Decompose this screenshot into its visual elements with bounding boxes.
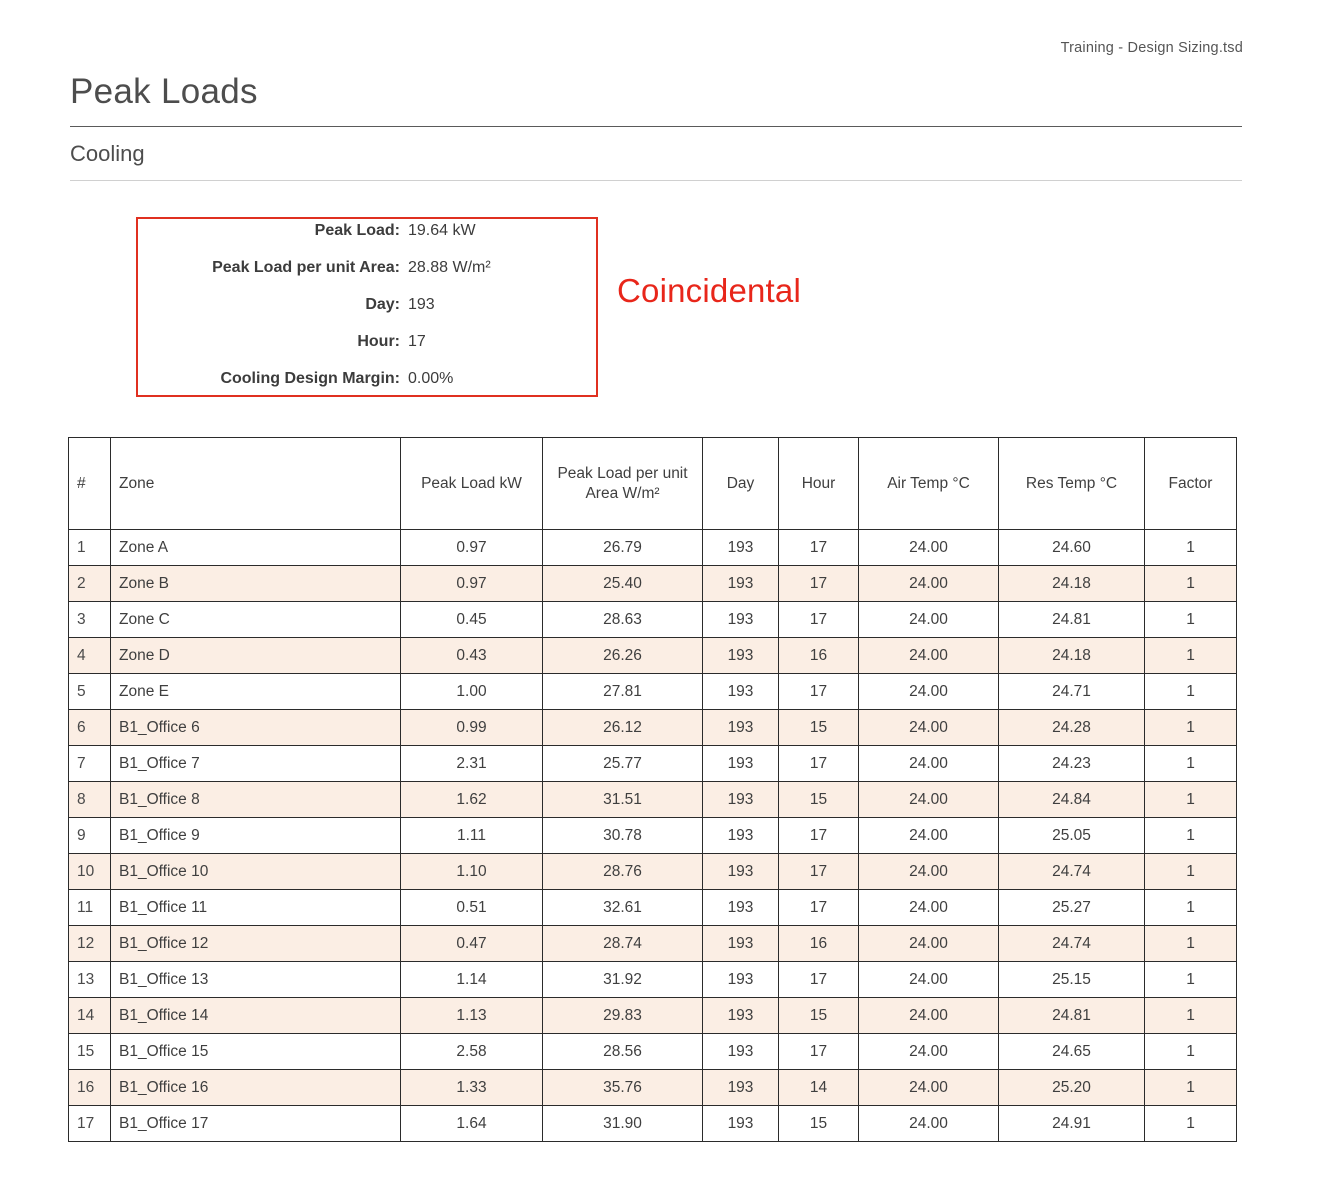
cell-number: 15: [69, 1034, 111, 1070]
cell-number: 4: [69, 638, 111, 674]
subtitle-divider: [70, 180, 1242, 181]
cell-peak-load-per-unit-area: 31.90: [543, 1106, 703, 1142]
summary-list: [140, 222, 592, 407]
table-row: [69, 962, 1237, 998]
cell-air-temp: 24.00: [859, 602, 999, 638]
cell-res-temp: 24.74: [999, 854, 1145, 890]
cell-day: 193: [703, 530, 779, 566]
cell-res-temp: 24.81: [999, 998, 1145, 1034]
cell-air-temp: 24.00: [859, 818, 999, 854]
cell-res-temp: 24.18: [999, 566, 1145, 602]
cell-res-temp: 24.28: [999, 710, 1145, 746]
cell-factor: 1: [1145, 638, 1237, 674]
column-header-factor: Factor: [1145, 438, 1237, 530]
summary-row-peak-load-per-area: [140, 259, 592, 296]
cell-peak-load-per-unit-area: 26.26: [543, 638, 703, 674]
cell-peak-load: 1.14: [401, 962, 543, 998]
cell-air-temp: 24.00: [859, 710, 999, 746]
cell-day: 193: [703, 710, 779, 746]
cell-peak-load: 2.31: [401, 746, 543, 782]
cell-hour: 17: [779, 854, 859, 890]
cell-res-temp: 24.60: [999, 530, 1145, 566]
cell-zone: Zone A: [111, 530, 401, 566]
cell-air-temp: 24.00: [859, 1106, 999, 1142]
cell-peak-load: 0.97: [401, 530, 543, 566]
cell-day: 193: [703, 1070, 779, 1106]
cell-day: 193: [703, 674, 779, 710]
cell-factor: 1: [1145, 890, 1237, 926]
cell-peak-load: 1.33: [401, 1070, 543, 1106]
section-subtitle: Cooling: [70, 141, 145, 166]
cell-peak-load: 1.10: [401, 854, 543, 890]
cell-factor: 1: [1145, 926, 1237, 962]
cell-air-temp: 24.00: [859, 674, 999, 710]
summary-label: Peak Load per unit Area:: [212, 259, 400, 276]
cell-day: 193: [703, 746, 779, 782]
cell-factor: 1: [1145, 962, 1237, 998]
cell-peak-load-per-unit-area: 28.74: [543, 926, 703, 962]
cell-zone: B1_Office 9: [111, 818, 401, 854]
table-row: [69, 602, 1237, 638]
cell-hour: 15: [779, 998, 859, 1034]
cell-peak-load: 1.00: [401, 674, 543, 710]
cell-air-temp: 24.00: [859, 530, 999, 566]
summary-value: 28.88 W/m²: [408, 259, 491, 276]
column-header-peak-load: Peak Load kW: [401, 438, 543, 530]
cell-number: 3: [69, 602, 111, 638]
cell-zone: B1_Office 15: [111, 1034, 401, 1070]
table-row: [69, 674, 1237, 710]
table-row: [69, 1034, 1237, 1070]
peak-loads-table: [68, 437, 1237, 1142]
cell-air-temp: 24.00: [859, 962, 999, 998]
cell-number: 6: [69, 710, 111, 746]
cell-number: 5: [69, 674, 111, 710]
summary-value: 193: [408, 296, 435, 313]
cell-factor: 1: [1145, 1070, 1237, 1106]
cell-factor: 1: [1145, 530, 1237, 566]
cell-hour: 16: [779, 926, 859, 962]
cell-day: 193: [703, 926, 779, 962]
cell-hour: 17: [779, 674, 859, 710]
file-name-label: Training - Design Sizing.tsd: [1060, 40, 1243, 56]
table-row: [69, 854, 1237, 890]
cell-peak-load-per-unit-area: 28.56: [543, 1034, 703, 1070]
cell-hour: 15: [779, 1106, 859, 1142]
table-row: [69, 818, 1237, 854]
cell-peak-load-per-unit-area: 29.83: [543, 998, 703, 1034]
table-row: [69, 890, 1237, 926]
cell-peak-load: 0.97: [401, 566, 543, 602]
table-row: [69, 782, 1237, 818]
cell-zone: B1_Office 17: [111, 1106, 401, 1142]
column-header-air-temp: Air Temp °C: [859, 438, 999, 530]
cell-res-temp: 24.81: [999, 602, 1145, 638]
column-header-hour: Hour: [779, 438, 859, 530]
cell-res-temp: 25.20: [999, 1070, 1145, 1106]
cell-res-temp: 25.15: [999, 962, 1145, 998]
cell-zone: B1_Office 13: [111, 962, 401, 998]
cell-number: 13: [69, 962, 111, 998]
cell-hour: 17: [779, 890, 859, 926]
cell-factor: 1: [1145, 710, 1237, 746]
cell-day: 193: [703, 962, 779, 998]
summary-row-hour: [140, 333, 592, 370]
cell-air-temp: 24.00: [859, 854, 999, 890]
cell-zone: Zone B: [111, 566, 401, 602]
cell-number: 1: [69, 530, 111, 566]
cell-res-temp: 24.74: [999, 926, 1145, 962]
cell-zone: Zone D: [111, 638, 401, 674]
summary-label: Peak Load:: [314, 222, 400, 239]
table-row: [69, 566, 1237, 602]
cell-res-temp: 25.05: [999, 818, 1145, 854]
cell-res-temp: 24.65: [999, 1034, 1145, 1070]
cell-peak-load-per-unit-area: 31.92: [543, 962, 703, 998]
cell-hour: 17: [779, 962, 859, 998]
cell-day: 193: [703, 890, 779, 926]
table-row: [69, 746, 1237, 782]
summary-row-day: [140, 296, 592, 333]
cell-hour: 15: [779, 710, 859, 746]
summary-row-cooling-design-margin: [140, 370, 592, 407]
cell-zone: B1_Office 12: [111, 926, 401, 962]
cell-peak-load-per-unit-area: 32.61: [543, 890, 703, 926]
cell-day: 193: [703, 602, 779, 638]
cell-air-temp: 24.00: [859, 746, 999, 782]
cell-peak-load-per-unit-area: 28.63: [543, 602, 703, 638]
cell-peak-load-per-unit-area: 27.81: [543, 674, 703, 710]
table-row: [69, 1106, 1237, 1142]
cell-peak-load-per-unit-area: 28.76: [543, 854, 703, 890]
cell-day: 193: [703, 854, 779, 890]
cell-peak-load: 0.99: [401, 710, 543, 746]
cell-day: 193: [703, 782, 779, 818]
table-row: [69, 710, 1237, 746]
cell-peak-load-per-unit-area: 35.76: [543, 1070, 703, 1106]
cell-number: 17: [69, 1106, 111, 1142]
cell-factor: 1: [1145, 854, 1237, 890]
summary-row-peak-load: [140, 222, 592, 259]
cell-air-temp: 24.00: [859, 926, 999, 962]
cell-number: 14: [69, 998, 111, 1034]
cell-peak-load: 0.51: [401, 890, 543, 926]
cell-zone: Zone E: [111, 674, 401, 710]
cell-air-temp: 24.00: [859, 782, 999, 818]
cell-res-temp: 24.18: [999, 638, 1145, 674]
cell-number: 12: [69, 926, 111, 962]
cell-zone: B1_Office 14: [111, 998, 401, 1034]
cell-peak-load-per-unit-area: 25.77: [543, 746, 703, 782]
cell-hour: 16: [779, 638, 859, 674]
cell-zone: B1_Office 16: [111, 1070, 401, 1106]
cell-day: 193: [703, 818, 779, 854]
cell-res-temp: 24.84: [999, 782, 1145, 818]
cell-peak-load-per-unit-area: 26.12: [543, 710, 703, 746]
cell-day: 193: [703, 638, 779, 674]
cell-number: 11: [69, 890, 111, 926]
cell-res-temp: 25.27: [999, 890, 1145, 926]
page-title: Peak Loads: [70, 72, 258, 111]
cell-number: 10: [69, 854, 111, 890]
cell-number: 2: [69, 566, 111, 602]
cell-peak-load: 1.62: [401, 782, 543, 818]
cell-day: 193: [703, 1106, 779, 1142]
cell-number: 16: [69, 1070, 111, 1106]
cell-air-temp: 24.00: [859, 998, 999, 1034]
cell-hour: 14: [779, 1070, 859, 1106]
table-row: [69, 638, 1237, 674]
column-header-number: #: [69, 438, 111, 530]
cell-factor: 1: [1145, 674, 1237, 710]
cell-peak-load-per-unit-area: 30.78: [543, 818, 703, 854]
cell-zone: B1_Office 11: [111, 890, 401, 926]
cell-hour: 17: [779, 746, 859, 782]
summary-value: 17: [408, 333, 426, 350]
title-divider: [70, 126, 1242, 127]
table-body: [69, 530, 1237, 1142]
column-header-day: Day: [703, 438, 779, 530]
cell-air-temp: 24.00: [859, 638, 999, 674]
cell-day: 193: [703, 998, 779, 1034]
summary-label: Cooling Design Margin:: [220, 370, 400, 387]
cell-factor: 1: [1145, 782, 1237, 818]
cell-zone: Zone C: [111, 602, 401, 638]
cell-peak-load-per-unit-area: 31.51: [543, 782, 703, 818]
cell-peak-load: 0.47: [401, 926, 543, 962]
cell-number: 7: [69, 746, 111, 782]
cell-factor: 1: [1145, 1106, 1237, 1142]
cell-hour: 17: [779, 566, 859, 602]
cell-zone: B1_Office 8: [111, 782, 401, 818]
cell-res-temp: 24.71: [999, 674, 1145, 710]
cell-air-temp: 24.00: [859, 1034, 999, 1070]
column-header-peak-load-per-unit-area: Peak Load per unit Area W/m²: [543, 438, 703, 530]
cell-factor: 1: [1145, 998, 1237, 1034]
cell-zone: B1_Office 7: [111, 746, 401, 782]
cell-factor: 1: [1145, 818, 1237, 854]
column-header-zone: Zone: [111, 438, 401, 530]
cell-hour: 17: [779, 818, 859, 854]
cell-hour: 17: [779, 530, 859, 566]
cell-number: 8: [69, 782, 111, 818]
coincidental-annotation: Coincidental: [617, 272, 802, 309]
cell-factor: 1: [1145, 566, 1237, 602]
cell-factor: 1: [1145, 602, 1237, 638]
cell-peak-load: 0.45: [401, 602, 543, 638]
cell-number: 9: [69, 818, 111, 854]
cell-peak-load: 1.11: [401, 818, 543, 854]
summary-value: 19.64 kW: [408, 222, 476, 239]
table-header-row: [69, 438, 1237, 530]
summary-value: 0.00%: [408, 370, 454, 387]
table-row: [69, 926, 1237, 962]
cell-peak-load-per-unit-area: 26.79: [543, 530, 703, 566]
cell-zone: B1_Office 6: [111, 710, 401, 746]
cell-day: 193: [703, 1034, 779, 1070]
table-row: [69, 530, 1237, 566]
cell-res-temp: 24.23: [999, 746, 1145, 782]
cell-peak-load: 2.58: [401, 1034, 543, 1070]
cell-factor: 1: [1145, 746, 1237, 782]
cell-air-temp: 24.00: [859, 890, 999, 926]
cell-hour: 17: [779, 1034, 859, 1070]
cell-peak-load-per-unit-area: 25.40: [543, 566, 703, 602]
cell-zone: B1_Office 10: [111, 854, 401, 890]
table-row: [69, 1070, 1237, 1106]
cell-factor: 1: [1145, 1034, 1237, 1070]
cell-hour: 15: [779, 782, 859, 818]
cell-day: 193: [703, 566, 779, 602]
cell-peak-load: 1.13: [401, 998, 543, 1034]
cell-peak-load: 1.64: [401, 1106, 543, 1142]
cell-air-temp: 24.00: [859, 1070, 999, 1106]
cell-peak-load: 0.43: [401, 638, 543, 674]
table-row: [69, 998, 1237, 1034]
cell-air-temp: 24.00: [859, 566, 999, 602]
column-header-res-temp: Res Temp °C: [999, 438, 1145, 530]
cell-hour: 17: [779, 602, 859, 638]
summary-label: Hour:: [357, 333, 400, 350]
summary-label: Day:: [365, 296, 400, 313]
cell-res-temp: 24.91: [999, 1106, 1145, 1142]
